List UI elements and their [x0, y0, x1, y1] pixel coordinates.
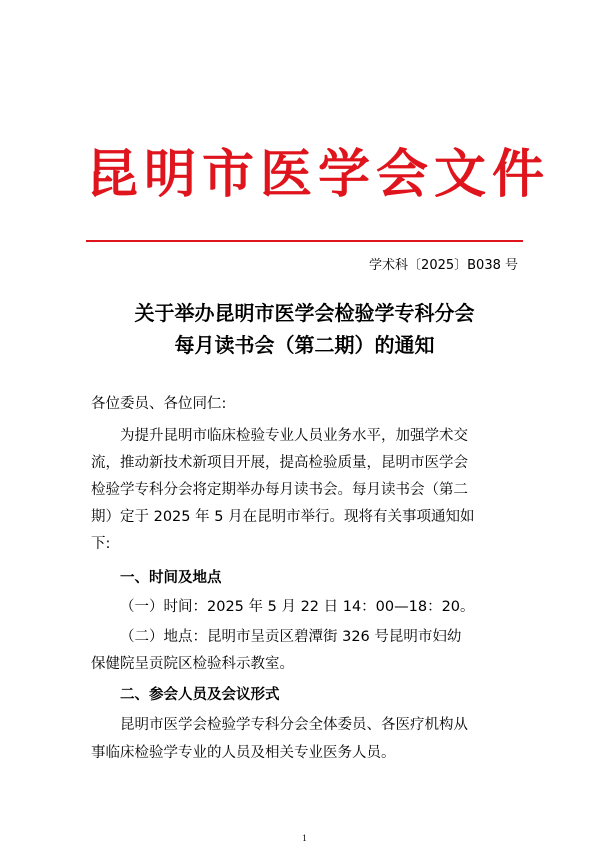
org-title: 昆明市医学会文件	[86, 144, 551, 205]
section-heading-time-place: 一、时间及地点	[120, 570, 222, 586]
place-item-line: 保健院呈贡院区检验科示教室。	[91, 656, 294, 672]
intro-line: 流，推动新技术新项目开展，提高检验质量，昆明市医学会	[91, 455, 468, 471]
notice-title-line-1: 关于举办昆明市医学会检验学专科分会	[134, 301, 475, 325]
place-item-line: （二）地点：昆明市呈贡区碧潭街 326 号昆明市妇幼	[120, 629, 462, 645]
section-heading-attendees: 二、参会人员及会议形式	[120, 687, 280, 703]
salutation: 各位委员、各位同仁:	[91, 396, 227, 412]
page-number: 1	[302, 833, 307, 843]
document-number: 学术科〔2025〕B038 号	[369, 258, 518, 273]
intro-line: 检验学专科分会将定期举办每月读书会。每月读书会（第二	[91, 482, 468, 498]
attendees-line: 事临床检验学专业的人员及相关专业医务人员。	[91, 745, 396, 761]
intro-line: 下:	[91, 536, 111, 552]
red-divider	[86, 240, 523, 242]
time-item: （一）时间：2025 年 5 月 22 日 14：00—18：20。	[120, 599, 475, 615]
notice-title-line-2: 每月读书会（第二期）的通知	[174, 333, 435, 357]
intro-line: 期）定于 2025 年 5 月在昆明市举行。现将有关事项通知如	[91, 509, 475, 525]
attendees-line: 昆明市医学会检验学专科分会全体委员、各医疗机构从	[120, 717, 468, 733]
intro-line: 为提升昆明市临床检验专业人员业务水平，加强学术交	[120, 428, 468, 444]
